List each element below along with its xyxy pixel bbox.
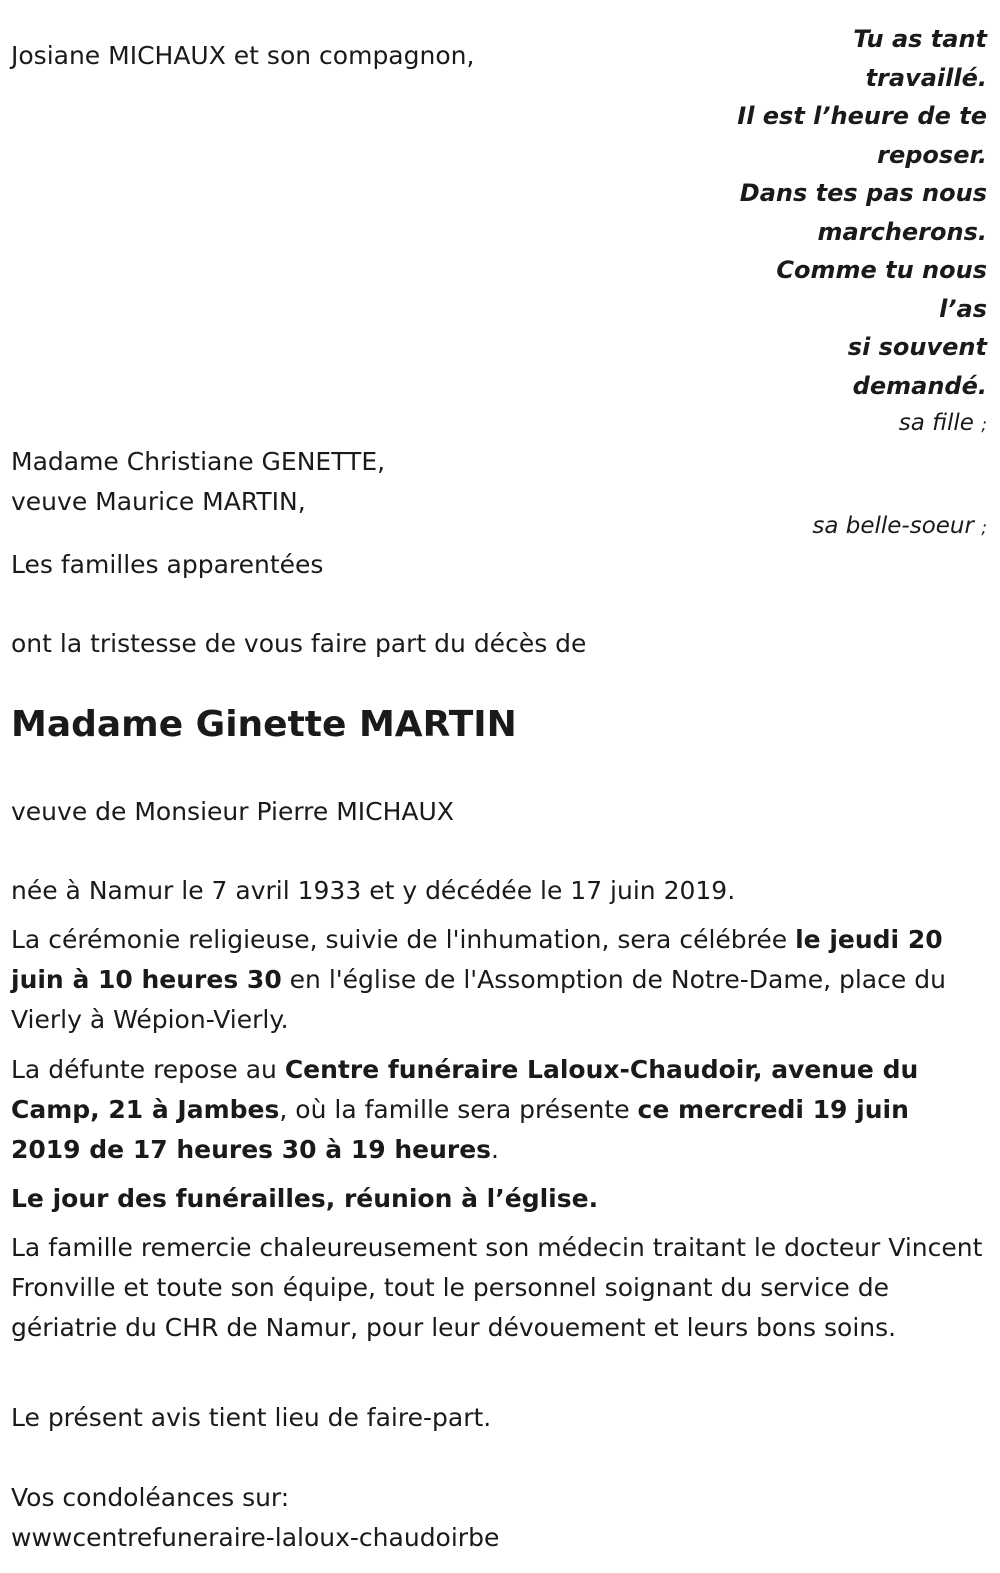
poem-line: Il est l’heure de te bbox=[737, 102, 987, 130]
role-separator: ; bbox=[981, 518, 987, 538]
poem-line: Comme tu nous bbox=[776, 256, 987, 284]
widow-of: veuve de Monsieur Pierre MICHAUX bbox=[11, 797, 454, 826]
poem-line: Tu as tant bbox=[853, 25, 987, 53]
deceased-name: Madame Ginette MARTIN bbox=[11, 704, 517, 745]
second-relative-role bbox=[812, 511, 987, 543]
ceremony-paragraph bbox=[11, 920, 986, 1040]
ceremony-location: en l'église de l'Assomption de Notre-Dame, place du Vierly à Wépion-Vierly. bbox=[11, 965, 946, 1034]
second-relative-name: Madame Christiane GENETTE, bbox=[11, 447, 386, 476]
birth-death: née à Namur le 7 avril 1933 et y décédée le 17 juin 2019. bbox=[11, 876, 736, 905]
ceremony-date-time: le jeudi 20 juin à 10 heures 30 bbox=[11, 925, 943, 994]
poem bbox=[657, 20, 987, 405]
visitation-place: Centre funéraire Laloux-Chaudoir, avenue du Camp, 21 à Jambes bbox=[11, 1055, 919, 1124]
visitation-text: , où la famille sera présente bbox=[279, 1095, 638, 1124]
poem-line: demandé. bbox=[852, 371, 987, 400]
visitation-paragraph bbox=[11, 1050, 986, 1170]
role-separator: ; bbox=[981, 415, 987, 435]
poem-line: marcherons. bbox=[817, 217, 987, 246]
second-relative-widow: veuve Maurice MARTIN, bbox=[11, 487, 306, 516]
role-label: sa belle-soeur bbox=[812, 513, 974, 539]
poem-line: Dans tes pas nous bbox=[739, 179, 987, 207]
thanks-paragraph: La famille remercie chaleureusement son médecin traitant le docteur Vincent Fronville et toute son équipe, tout le personnel soignant du service de gériatrie du CHR de Namur, pour leur dévouement et leurs bons soins. bbox=[11, 1233, 983, 1342]
funeral-note: Le jour des funérailles, réunion à l’église. bbox=[11, 1184, 599, 1213]
poem-line: l’as bbox=[939, 294, 987, 323]
announcement-intro: ont la tristesse de vous faire part du décès de bbox=[11, 629, 587, 658]
families-line: Les familles apparentées bbox=[11, 550, 324, 579]
role-label: sa fille bbox=[898, 410, 974, 436]
visitation-date-time: ce mercredi 19 juin 2019 de 17 heures 30 à 19 heures bbox=[11, 1095, 909, 1164]
first-relative: Josiane MICHAUX et son compagnon, bbox=[11, 41, 475, 70]
poem-line: si souvent bbox=[847, 333, 987, 361]
first-relative-role bbox=[899, 408, 987, 440]
visitation-text: La défunte repose au bbox=[11, 1055, 285, 1084]
notice-line: Le présent avis tient lieu de faire-part. bbox=[11, 1403, 492, 1432]
poem-line: travaillé. bbox=[865, 63, 987, 92]
visitation-text: . bbox=[491, 1135, 499, 1164]
poem-line: reposer. bbox=[877, 140, 987, 169]
ceremony-text: La cérémonie religieuse, suivie de l'inhumation, sera célébrée bbox=[11, 925, 796, 954]
condolences-label: Vos condoléances sur: bbox=[11, 1483, 290, 1512]
condolences-url: wwwcentrefuneraire-laloux-chaudoirbe bbox=[11, 1523, 500, 1552]
